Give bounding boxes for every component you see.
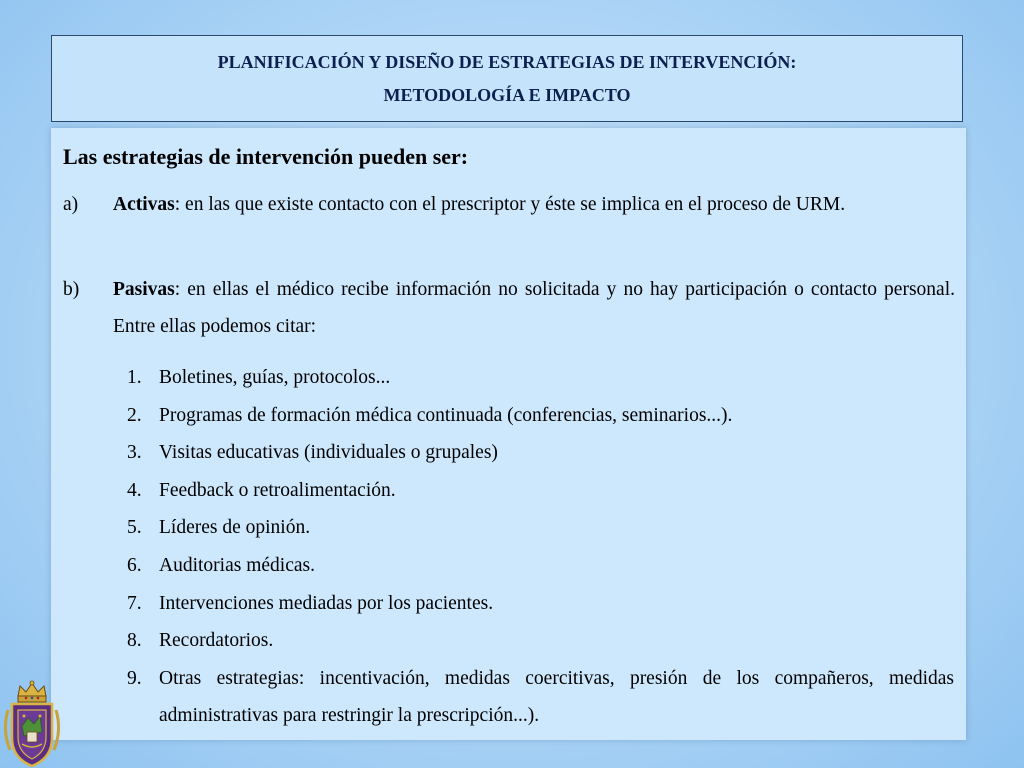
list-item-text: Líderes de opinión. (159, 517, 311, 539)
list-item-text: Visitas educativas (individuales o grupales) (159, 442, 498, 464)
list-item (127, 547, 954, 585)
list-item-number: 7. (127, 592, 142, 614)
slide-title-line-2: METODOLOGÍA E IMPACTO (383, 84, 631, 105)
list-item-text: Recordatorios. (159, 630, 274, 652)
list-item-number: 2. (127, 404, 142, 426)
item-term-b: Pasivas (113, 279, 175, 300)
list-item-text: Boletines, guías, protocolos... (159, 367, 391, 388)
list-item-number: 9. (127, 667, 142, 689)
list-item-number: 8. (127, 630, 142, 652)
list-item (127, 622, 954, 660)
strategies-list (127, 359, 954, 735)
list-item-number: 5. (127, 517, 142, 539)
list-item-number: 3. (127, 442, 142, 464)
item-text-a: : en las que existe contacto con el prescriptor y éste se implica en el proceso de URM. (174, 194, 846, 215)
list-item-text: Feedback o retroalimentación. (159, 479, 396, 501)
slide-content-box (51, 128, 966, 740)
shield-icon (12, 704, 52, 766)
item-body-b (113, 271, 955, 345)
item-marker-a: a) (63, 194, 79, 215)
list-item-text: Auditorias médicas. (159, 554, 315, 576)
coat-of-arms-icon (0, 680, 64, 768)
list-item (127, 359, 954, 397)
crown-icon (18, 681, 46, 702)
list-item-text: Intervenciones mediadas por los pacientes. (159, 592, 494, 614)
item-marker-b: b) (63, 279, 80, 300)
list-item (127, 434, 954, 472)
intro-heading: Las estrategias de intervención pueden ser: (63, 144, 469, 169)
slide-title-line-1: PLANIFICACIÓN Y DISEÑO DE ESTRATEGIAS DE INTERVENCIÓN: (217, 51, 797, 72)
list-item-number: 4. (127, 479, 142, 501)
list-item (127, 585, 954, 623)
list-item (127, 509, 954, 547)
item-term-a: Activas (113, 194, 175, 215)
item-body-a (113, 186, 955, 223)
list-item-text: Otras estrategias: incentivación, medidas coercitivas, presión de los compañeros, medidas administrativas para restringir la prescripción...). (159, 667, 954, 727)
item-text-b: : en ellas el médico recibe información no solicitada y no hay participación o contacto personal. Entre ellas podemos citar: (113, 279, 955, 337)
list-item (127, 397, 954, 435)
list-item-number: 1. (127, 367, 142, 388)
list-item-text: Programas de formación médica continuada (conferencias, seminarios...). (159, 404, 733, 426)
slide-title-box (51, 35, 963, 122)
list-item-number: 6. (127, 554, 142, 576)
list-item (127, 472, 954, 510)
lettered-item-a (63, 186, 955, 223)
lettered-item-b (63, 271, 955, 345)
list-item (127, 660, 954, 735)
